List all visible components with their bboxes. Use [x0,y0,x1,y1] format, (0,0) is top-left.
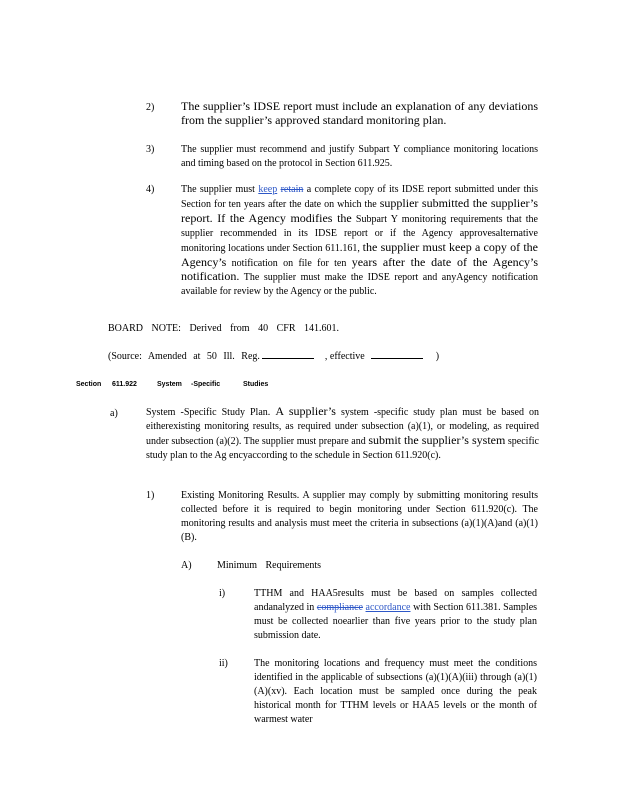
item-number: ii) [219,658,228,669]
item-4-text-e: the supplier must keep a copy of the Agency’s [181,239,538,269]
source-text-a: (Source: Amended at 50 Ill. Reg. [108,351,260,362]
source-text-c: ) [435,351,440,362]
item-number: 3) [146,144,155,155]
inserted-text: keep [258,184,278,195]
board-note: BOARD NOTE: Derived from 40 CFR 141.601. [108,323,339,334]
item-number: 2) [146,102,155,113]
source-line [108,350,528,364]
item-i-text-b: with Section 611.381. Samples must be collected noearlier than five years prior to the study plan submission date. [254,601,538,641]
item-i-text-a: TTHM and HAA5results must be based on samples collected andanalyzed in [254,588,537,613]
source-text-b: , effective [324,351,365,362]
item-a-text-d: submit the supplier’s system [368,432,506,447]
item-4-text [181,183,538,299]
section-title-1: System [157,381,182,388]
item-number: i) [219,588,226,599]
item-a-text-e: specific study plan to the Ag encyaccording to the schedule in Section 611.920(c). [146,435,539,461]
item-4-text-f: notification on file for ten [231,257,347,269]
item-4-text-b: a complete copy of its IDSE report submitted under this Section for ten years after the date on which the [181,184,539,210]
item-ii-text: The monitoring locations and frequency must meet the conditions identified in the applicable of subsections (a)(1)(A)(iii) through (a)(1)(A)(xv). Each location must be sampled once during the peak historical month for TTHM levels or HAA5 levels or the month of warmest water [254,658,537,725]
item-4-text-g: years after the date of the Agency’s notification. [181,254,538,284]
item-2-text: The supplier’s IDSE report must include an explanation of any deviations from the supplier’s approved standard monitoring plan. [181,99,538,127]
item-number: 1) [146,490,155,501]
item-number: a) [110,408,118,419]
item-i-text [254,587,537,643]
item-number: 4) [146,184,155,195]
section-number: 611.922 [112,381,137,388]
item-A-text: Minimum Requirements [217,560,322,571]
item-4-text-c: supplier submitted the supplier’s report. If the Agency modifies the [181,195,538,225]
inserted-text: accordance [365,601,411,613]
item-1-text: Existing Monitoring Results. A supplier may comply by submitting monitoring results collected before it is required to begin monitoring under Section 611.920(c). The monitoring results and analysis must meet the criteria in subsections (a)(1)(A)and (a)(1)(B). [181,490,538,543]
deleted-text: compliance [316,601,363,613]
section-label: Section [76,381,102,388]
section-title-3: Studies [243,381,269,388]
item-4-text-h: The supplier must make the IDSE report and anyAgency notification available for review by the Agency or the public. [181,272,538,298]
item-4-text-d: Subpart Y monitoring requirements that the supplier recommended in its IDSE report or if the Agency approvesalternative monitoring locations under Section 611.161, [181,213,538,254]
blank-line [371,350,423,359]
item-3-text: The supplier must recommend and justify Subpart Y compliance monitoring locations and timing based on the protocol in Section 611.925. [181,144,538,169]
blank-line [262,350,314,359]
item-a-text-b: A supplier’s [275,404,336,418]
item-a-text-c: system -specific study plan must be based on eitherexisting monitoring results, as required under subsection (a)(1), or modeling, as required under subsection (a)(2). The supplier must prepare and [146,407,540,447]
deleted-text: retain [280,184,304,195]
item-a-text-a: System -Specific Study Plan. [146,407,271,418]
item-4-text-a: The supplier must [181,184,255,195]
item-a-text [146,405,539,463]
item-number: A) [181,560,192,571]
section-title-2: -Specific [191,381,221,388]
